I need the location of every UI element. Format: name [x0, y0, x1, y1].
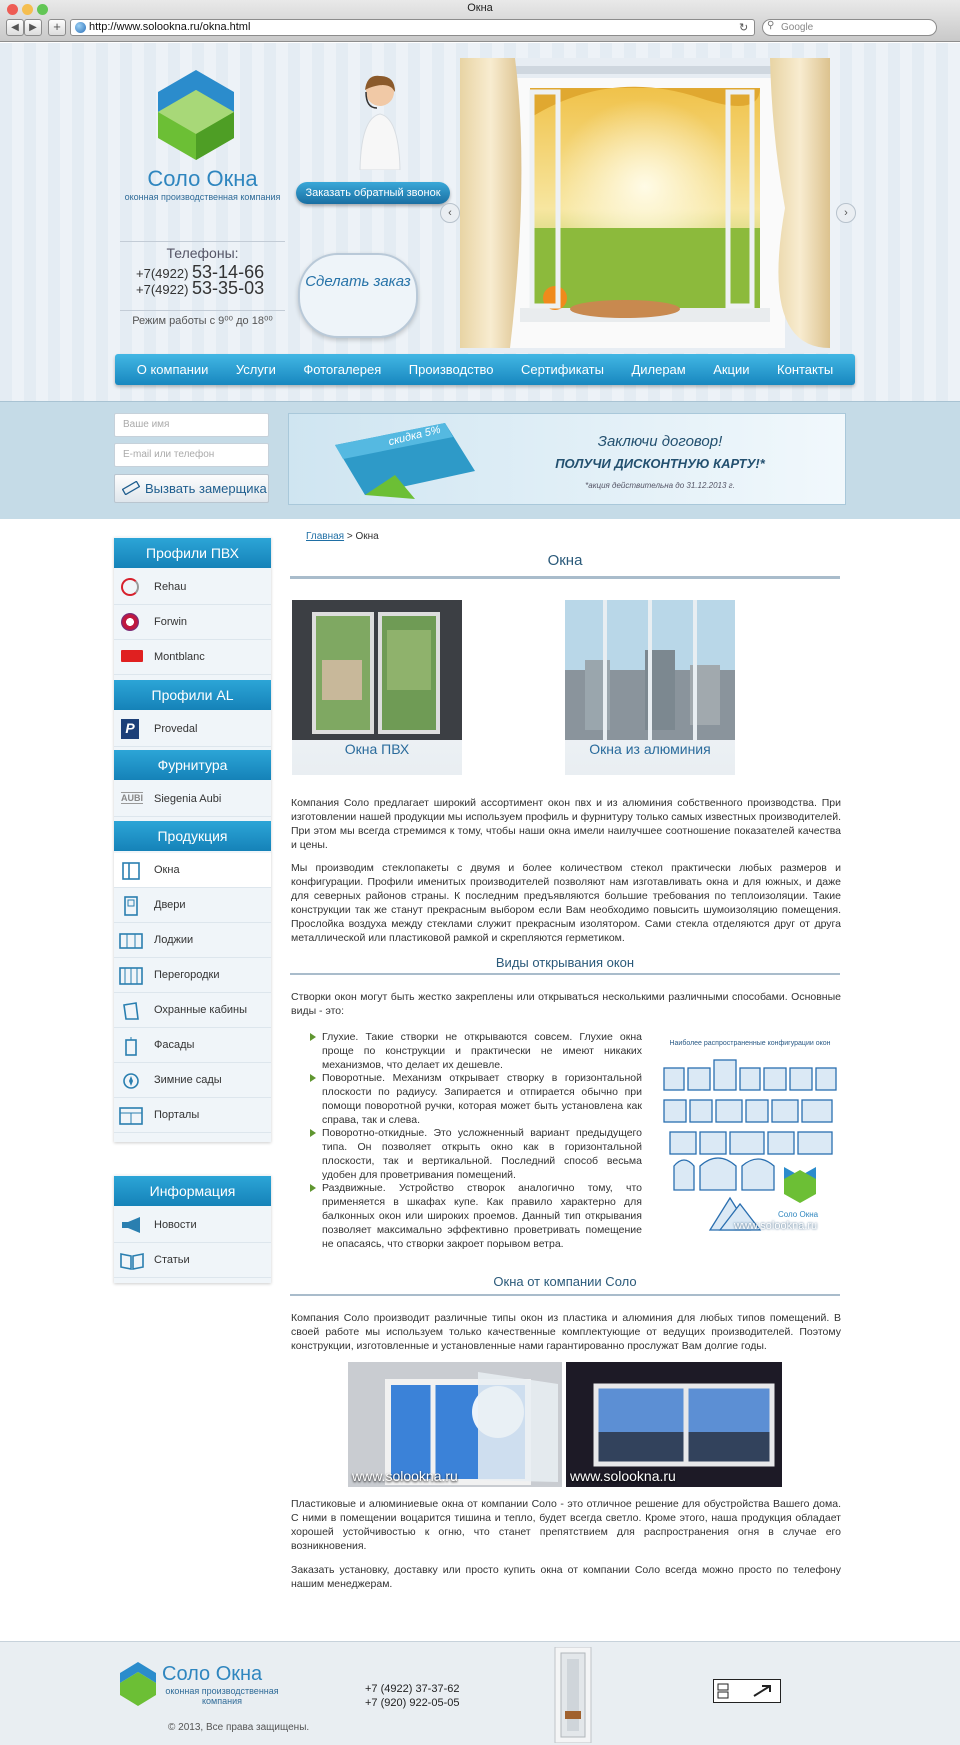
photo-watermark: www.solookna.ru — [352, 1468, 458, 1484]
nav-item-services[interactable]: Услуги — [235, 362, 276, 377]
photo-watermark: www.solookna.ru — [570, 1468, 676, 1484]
winter-garden-icon — [121, 1071, 141, 1091]
section-divider — [290, 973, 840, 975]
sidebar-item-portals[interactable]: Порталы — [114, 1098, 271, 1133]
reload-icon[interactable]: ↻ — [739, 22, 749, 34]
copyright: © 2013, Все права защищены. — [168, 1722, 310, 1733]
section-heading-solo-windows: Окна от компании Соло — [493, 1274, 637, 1289]
phone-code: +7(4922) — [136, 282, 189, 297]
breadcrumb-home-link[interactable]: Главная — [306, 531, 345, 542]
nav-item-gallery[interactable]: Фотогалерея — [303, 362, 382, 377]
window-profile-image — [547, 1647, 599, 1743]
sidebar-item-news[interactable]: Новости — [114, 1208, 271, 1243]
chevron-right-icon: › — [844, 207, 848, 219]
nav-item-contacts[interactable]: Контакты — [777, 362, 834, 377]
sidebar-item-winter-gardens[interactable]: Зимние сады — [114, 1063, 271, 1098]
footer-phone-1: +7 (4922) 37-37-62 — [365, 1683, 460, 1695]
footer-phone-2: +7 (920) 922-05-05 — [365, 1697, 460, 1709]
add-tab-button[interactable] — [48, 19, 66, 36]
loggia-icon — [119, 931, 143, 951]
bullet-tilt-turn: Поворотно-откидные. Это усложненный вариант предыдущего типа. Он позволяет открыть окно как в горизонтальной плоскости, так и вертикальной. Последний способ весьма удобен для проветривания помещений. — [310, 1126, 642, 1182]
phone-number: 53-14-66 — [192, 262, 265, 282]
footer-brand-name: Соло Окна — [162, 1663, 263, 1685]
pvc-window-image — [292, 600, 462, 740]
card-caption[interactable]: Окна из алюминия — [589, 741, 711, 757]
sidebar-item-montblanc[interactable]: Montblanc — [114, 640, 271, 675]
call-measurer-button[interactable]: Вызвать замерщика — [114, 474, 269, 503]
schema-watermark: www.solookna.ru — [734, 1220, 818, 1232]
back-button[interactable] — [6, 19, 24, 36]
sidebar-item-loggias[interactable]: Лоджии — [114, 923, 271, 958]
forward-arrow-icon: ▶ — [29, 22, 37, 33]
window-title: Окна — [467, 2, 493, 14]
discount-card-image — [325, 415, 485, 501]
sidebar-heading-info: Информация — [114, 1176, 271, 1206]
bullet-fixed: Глухие. Такие створки не открываются совсем. Глухие окна проще по конструкции и практически не имеют никаких механизмов, что делает их дешевле. — [310, 1030, 642, 1072]
phone-code: +7(4922) — [136, 266, 189, 281]
main-nav — [115, 354, 855, 385]
montblanc-logo-icon — [121, 650, 143, 662]
aluminium-window-image — [565, 600, 735, 740]
chevron-left-icon: ‹ — [448, 207, 452, 219]
sidebar-heading-pvc: Профили ПВХ — [114, 538, 271, 568]
photo-sunny-window — [348, 1362, 562, 1487]
working-hours: Режим работы с 9⁰⁰ до 18⁰⁰ — [120, 310, 285, 327]
partition-icon — [119, 966, 143, 986]
paragraph-intro: Компания Соло предлагает широкий ассортимент окон пвх и из алюминия собственного производства. При изготовлении нашей продукции мы используем профиль и фурнитуру только самых известных производителей. При этом мы всегда стремимся к тому, чтобы наши окна имели наилучшее соотношение показателей качества и цены. — [291, 797, 841, 851]
nav-item-production[interactable]: Производство — [408, 362, 494, 377]
nav-item-dealers[interactable]: Дилерам — [631, 362, 686, 377]
name-input[interactable]: Ваше имя — [114, 413, 269, 437]
paragraph-order: Заказать установку, доставку или просто купить окна от компании Соло всегда можно просто по телефону нашим менеджерам. — [291, 1564, 841, 1590]
megaphone-icon — [120, 1216, 144, 1234]
sidebar-item-partitions[interactable]: Перегородки — [114, 958, 271, 993]
card-caption[interactable]: Окна ПВХ — [344, 741, 410, 757]
paragraph-benefits: Пластиковые и алюминиевые окна от компании Соло - это отличное решение для обустройства Вашего дома. С ними в помещении воцарится тишина и тепло, будет всегда светло. Кроме этого, наша продукция обладает хорошей устойчивостью к огню, что станет препятствием для распространения огня в случае его возникновения. — [291, 1498, 841, 1552]
counter-arrow-icon — [716, 1682, 778, 1700]
provedal-logo-icon: P — [121, 719, 139, 739]
aubi-logo-icon: AUBI — [121, 793, 143, 803]
logo-icon[interactable] — [158, 70, 234, 160]
sidebar-item-rehau[interactable]: Rehau — [114, 570, 271, 605]
sidebar-item-forwin[interactable]: Forwin — [114, 605, 271, 640]
section-heading-opening-types: Виды открывания окон — [495, 955, 635, 970]
paragraph-glazing: Мы производим стеклопакеты с двумя и более количеством стекол практически любых размеров и конфигурации. Профили именитых производителей позволяют нам изготавливать окна и для южных, и даже для северных районов страны. К последним предъявляются большие требования по теплоизоляции. Такие конструкции так же станут прекрасным выбором если Вам необходимо повысить шумоизоляцию помещения. Прослойка воздуха между стеклами служит прекрасным изолятором. Сами стекла отделяются друг от друга металлической или пластиковой рамкой и скрепляются герметиком. — [291, 862, 841, 944]
page-title: Окна — [547, 552, 583, 569]
back-arrow-icon: ◀ — [11, 22, 19, 33]
promo-headline: Заключи договор! — [597, 433, 723, 450]
sidebar-item-windows[interactable]: Окна — [114, 853, 271, 888]
address-bar[interactable]: http://www.solookna.ru/okna.html — [70, 19, 755, 36]
section-divider — [290, 1294, 840, 1296]
callback-button[interactable]: Заказать обратный звонок — [296, 182, 450, 204]
sidebar-item-security-cabins[interactable]: Охранные кабины — [114, 993, 271, 1028]
brand-tagline: оконная производственная компания — [124, 192, 281, 202]
product-card-pvc[interactable] — [292, 600, 462, 775]
promo-note: *акция действительна до 31.12.2013 г. — [585, 481, 735, 490]
discount-label: скидка 5% — [387, 423, 442, 449]
sidebar-item-siegenia[interactable]: Siegenia Aubi — [114, 782, 271, 817]
ruler-icon — [122, 481, 140, 495]
nav-item-certificates[interactable]: Сертификаты — [521, 362, 604, 377]
cabin-icon — [121, 1001, 141, 1021]
magnifier-icon: ⚲ — [767, 20, 775, 31]
phones-label: Телефоны: — [120, 241, 285, 261]
make-order-button[interactable]: Сделать заказ — [298, 253, 418, 338]
nav-item-about[interactable]: О компании — [136, 362, 209, 377]
configuration-grid — [660, 1058, 840, 1233]
product-card-aluminium[interactable] — [565, 600, 735, 775]
phone-2 — [136, 278, 264, 299]
search-field[interactable]: Google — [762, 19, 937, 36]
nav-item-promotions[interactable]: Акции — [713, 362, 750, 377]
operator-image — [355, 70, 405, 170]
breadcrumb — [306, 531, 379, 542]
door-icon — [121, 896, 141, 916]
sidebar-heading-products: Продукция — [114, 821, 271, 851]
plus-icon: + — [53, 19, 61, 34]
rehau-logo-icon — [121, 578, 139, 596]
bullet-sliding: Раздвижные. Устройство створок аналогично тому, что применяется в шкафах купе. Как правило характерно для балконных окон или широких проемов. Данный тип открывания позволяет максимально эффективно проветривать помещение не опасаясь, что створки закроет порывом ветра. — [310, 1181, 642, 1251]
sidebar-item-provedal[interactable]: Provedal — [114, 712, 271, 747]
schema-title: Наиболее распространенные конфигурации окон — [669, 1040, 831, 1047]
portal-icon — [119, 1106, 143, 1126]
footer-brand-tagline: оконная производственная компания — [165, 1686, 279, 1706]
contact-input[interactable]: E-mail или телефон — [114, 443, 269, 467]
forward-button[interactable] — [24, 19, 42, 36]
window-configurations-image — [660, 1038, 840, 1233]
window-icon — [121, 861, 141, 881]
title-divider — [290, 576, 840, 579]
brand-name[interactable]: Соло Окна — [147, 166, 258, 191]
breadcrumb-current: > Окна — [344, 531, 379, 542]
schema-brand: Соло Окна — [778, 1210, 819, 1219]
facade-icon — [122, 1036, 140, 1056]
photo-city-window — [566, 1362, 782, 1487]
sidebar-heading-al: Профили AL — [114, 680, 271, 710]
sidebar-item-articles[interactable]: Статьи — [114, 1243, 271, 1278]
sidebar-item-doors[interactable]: Двери — [114, 888, 271, 923]
paragraph-company: Компания Соло производит различные типы окон из пластика и алюминия для любых типов помещений. В своей работе мы используем только качественные комплектующие от ведущих производителей. Поэтому конструкции, изготовленные и установленные нами гарантированно прослужат Вам долгие годы. — [291, 1312, 841, 1352]
promo-subheadline: ПОЛУЧИ ДИСКОНТНУЮ КАРТУ!* — [555, 456, 765, 471]
forwin-logo-icon — [121, 613, 139, 631]
book-icon — [120, 1252, 144, 1270]
sidebar-item-facades[interactable]: Фасады — [114, 1028, 271, 1063]
globe-icon — [75, 22, 86, 33]
bullet-turn: Поворотные. Механизм открывает створку в горизонтальной плоскости по радиусу. Запирается и отпирается обычно при помощи поворотной ручки, которая может быть установлена как справа, так и слева. — [310, 1071, 642, 1127]
slider-next-button[interactable] — [836, 203, 856, 223]
window-banner-image — [460, 58, 830, 353]
footer-logo-icon[interactable] — [120, 1662, 156, 1706]
phone-number: 53-35-03 — [192, 278, 265, 298]
paragraph-opening-intro: Створки окон могут быть жестко закреплены или открываться несколькими различными способами. Основные виды - это: — [291, 991, 841, 1017]
slider-prev-button[interactable] — [440, 203, 460, 223]
sidebar-heading-hardware: Фурнитура — [114, 750, 271, 780]
